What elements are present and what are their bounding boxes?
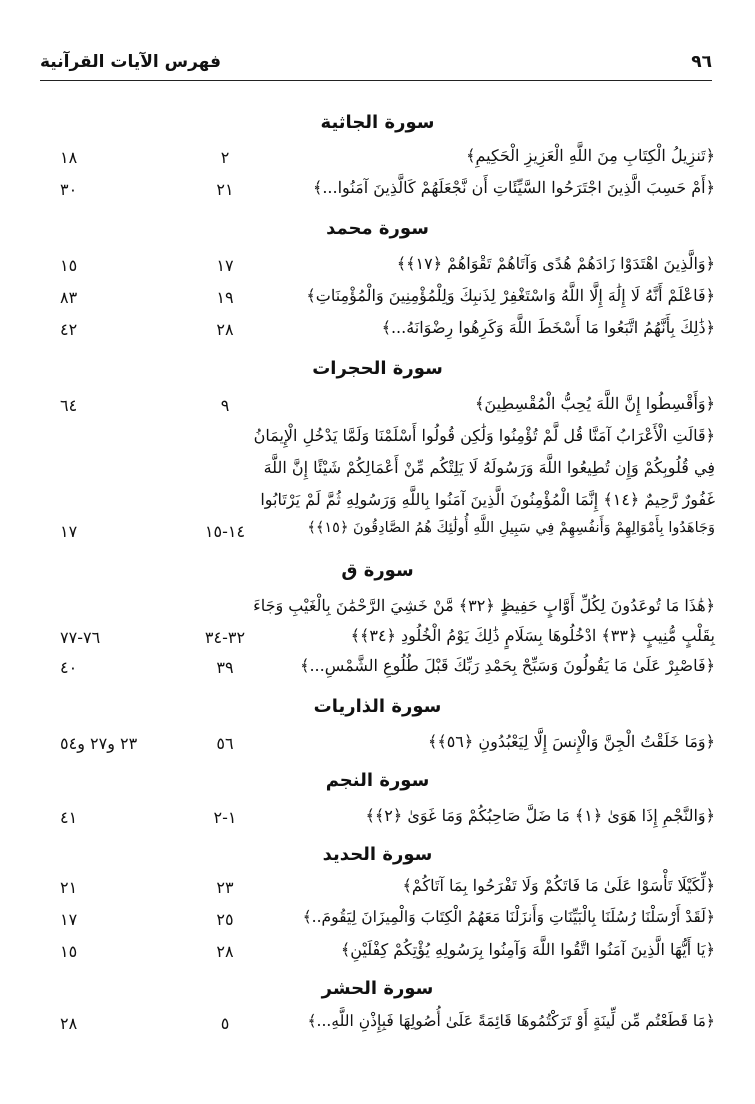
- ayah-number: ٣٢-٣٤: [204, 628, 246, 647]
- ayah-number: ٢: [220, 148, 230, 167]
- ayah-number: ٢١: [216, 180, 234, 199]
- page-reference: ٣٠: [60, 180, 78, 199]
- page-reference: ٢١: [60, 878, 78, 897]
- ayah-number: ٢٥: [216, 910, 234, 929]
- surah-heading: سورة ق: [341, 560, 414, 581]
- verse-line: فِي قُلُوبِكُمْ وَإِن تُطِيعُوا اللَّهَ وَرَسُولَهُ لَا يَلِتْكُم مِّنْ أَعْمَالِكُمْ شَيْئًا إِنَّ اللَّهَ: [263, 458, 715, 477]
- page-reference: ٨٣: [60, 288, 78, 307]
- table-row: [0, 254, 755, 282]
- ayah-number: ١٧: [216, 256, 234, 275]
- ayah-number: ٩: [220, 396, 230, 415]
- table-row: [0, 656, 755, 684]
- ayah-number: ١٩: [216, 288, 234, 307]
- verse-text: ﴿يَا أَيُّهَا الَّذِينَ آمَنُوا اتَّقُوا اللَّهَ وَآمِنُوا بِرَسُولِهِ يُؤْتِكُمْ كِفْلَيْنِ﴾: [340, 940, 715, 959]
- ayah-number: ٣٩: [216, 658, 234, 677]
- verse-text: ﴿لَقَدْ أَرْسَلْنَا رُسُلَنَا بِالْبَيِّنَاتِ وَأَنزَلْنَا مَعَهُمُ الْكِتَابَ وَالْمِيزَانَ لِيَقُومَ..﴾: [302, 908, 715, 926]
- verse-text: ﴿وَالنَّجْمِ إِذَا هَوَىٰ ﴿١﴾ مَا ضَلَّ صَاحِبُكُمْ وَمَا غَوَىٰ ﴿٢﴾﴾: [365, 806, 715, 825]
- ayah-number: ٥٦: [216, 734, 234, 753]
- header-title: فهرس الآيات القرآنية: [40, 52, 222, 72]
- page-reference: ١٧: [60, 910, 78, 929]
- verse-text: ﴿مَا قَطَعْتُم مِّن لِّينَةٍ أَوْ تَرَكْتُمُوهَا قَائِمَةً عَلَىٰ أُصُولِهَا فَبِإِذْنِ اللَّهِ...﴾: [307, 1012, 715, 1030]
- page-number: ٩٦: [691, 52, 712, 72]
- surah-heading: سورة النجم: [325, 770, 430, 791]
- table-row: [0, 806, 755, 834]
- table-row: [0, 908, 755, 936]
- verse-line: ﴿هَٰذَا مَا تُوعَدُونَ لِكُلِّ أَوَّابٍ حَفِيظٍ ﴿٣٢﴾ مَّنْ خَشِيَ الرَّحْمَٰنَ بِالْغَيْبِ وَجَاءَ: [253, 596, 715, 615]
- page-reference: ١٨: [60, 148, 78, 167]
- ayah-number: ١-٢: [213, 808, 237, 827]
- page-reference: ١٥: [60, 942, 78, 961]
- page-reference: ١٥: [60, 256, 78, 275]
- verse-text: ﴿وَأَقْسِطُوا إِنَّ اللَّهَ يُحِبُّ الْمُقْسِطِينَ﴾: [475, 394, 715, 413]
- page-header: [40, 48, 712, 81]
- table-row: [0, 876, 755, 904]
- verse-text: ﴿لِّكَيْلَا تَأْسَوْا عَلَىٰ مَا فَاتَكُمْ وَلَا تَفْرَحُوا بِمَا آتَاكُمْ﴾: [402, 876, 715, 895]
- ayah-number: ٢٨: [216, 320, 234, 339]
- table-row: [0, 732, 755, 760]
- verse-text: ﴿وَمَا خَلَقْتُ الْجِنَّ وَالْإِنسَ إِلَّا لِيَعْبُدُونِ ﴿٥٦﴾﴾: [427, 732, 715, 751]
- table-row: [0, 520, 755, 548]
- verse-text: ﴿فَاعْلَمْ أَنَّهُ لَا إِلَٰهَ إِلَّا اللَّهُ وَاسْتَغْفِرْ لِذَنبِكَ وَلِلْمُؤْمِنِينَ وَالْمُؤْمِنَاتِ﴾: [306, 286, 715, 305]
- ayah-number: ١٤-١٥: [204, 522, 246, 541]
- surah-heading: سورة الحديد: [322, 844, 433, 865]
- page-reference: ٧٦-٧٧: [60, 628, 101, 647]
- verse-line: ﴿قَالَتِ الْأَعْرَابُ آمَنَّا قُل لَّمْ تُؤْمِنُوا وَلَٰكِن قُولُوا أَسْلَمْنَا وَلَمَّا يَدْخُلِ الْإِيمَانُ: [253, 426, 715, 445]
- page-reference: ٦٤: [60, 396, 78, 415]
- ayah-number: ٢٨: [216, 942, 234, 961]
- page-reference: ١٧: [60, 522, 78, 541]
- page-reference: ٢٣ و٢٧ و٥٤: [60, 734, 138, 753]
- page-reference: ٤٢: [60, 320, 78, 339]
- table-row: [0, 626, 755, 654]
- table-row: [0, 940, 755, 968]
- page-reference: ٤٠: [60, 658, 78, 677]
- ayah-number: ٢٣: [216, 878, 234, 897]
- verse-text: ﴿تَنزِيلُ الْكِتَابِ مِنَ اللَّهِ الْعَزِيزِ الْحَكِيمِ﴾: [466, 146, 715, 165]
- table-row: [0, 394, 755, 422]
- verse-line: غَفُورٌ رَّحِيمٌ ﴿١٤﴾ إِنَّمَا الْمُؤْمِنُونَ الَّذِينَ آمَنُوا بِاللَّهِ وَرَسُولِهِ ثُمَّ لَمْ يَرْتَابُوا: [260, 490, 715, 509]
- verse-text: ﴿أَمْ حَسِبَ الَّذِينَ اجْتَرَحُوا السَّيِّئَاتِ أَن نَّجْعَلَهُمْ كَالَّذِينَ آمَنُوا...﴾: [312, 178, 715, 197]
- ayah-number: ٥: [220, 1014, 230, 1033]
- verse-text: ﴿ذَٰلِكَ بِأَنَّهُمُ اتَّبَعُوا مَا أَسْخَطَ اللَّهَ وَكَرِهُوا رِضْوَانَهُ...﴾: [381, 318, 715, 337]
- surah-heading: سورة الحجرات: [312, 358, 443, 379]
- surah-heading: سورة الجاثية: [320, 112, 435, 133]
- table-row: [0, 1012, 755, 1040]
- page-reference: ٢٨: [60, 1014, 78, 1033]
- table-row: [0, 146, 755, 174]
- page-reference: ٤١: [60, 808, 78, 827]
- verse-text: بِقَلْبٍ مُّنِيبٍ ﴿٣٣﴾ ادْخُلُوهَا بِسَلَامٍ ذَٰلِكَ يَوْمُ الْخُلُودِ ﴿٣٤﴾﴾: [350, 626, 715, 645]
- table-row: [0, 318, 755, 346]
- table-row: [0, 178, 755, 206]
- surah-heading: سورة الحشر: [321, 978, 434, 999]
- verse-text: ﴿وَالَّذِينَ اهْتَدَوْا زَادَهُمْ هُدًى وَآتَاهُمْ تَقْوَاهُمْ ﴿١٧﴾﴾: [396, 254, 715, 273]
- surah-heading: سورة الذاريات: [313, 696, 442, 717]
- verse-text: ﴿فَاصْبِرْ عَلَىٰ مَا يَقُولُونَ وَسَبِّحْ بِحَمْدِ رَبِّكَ قَبْلَ طُلُوعِ الشَّمْسِ...﴾: [300, 656, 715, 675]
- surah-heading: سورة محمد: [326, 218, 429, 239]
- verse-text: وَجَاهَدُوا بِأَمْوَالِهِمْ وَأَنفُسِهِمْ فِي سَبِيلِ اللَّهِ أُولَٰئِكَ هُمُ الصَّادِقُونَ ﴿١٥﴾﴾: [307, 520, 715, 536]
- table-row: [0, 286, 755, 314]
